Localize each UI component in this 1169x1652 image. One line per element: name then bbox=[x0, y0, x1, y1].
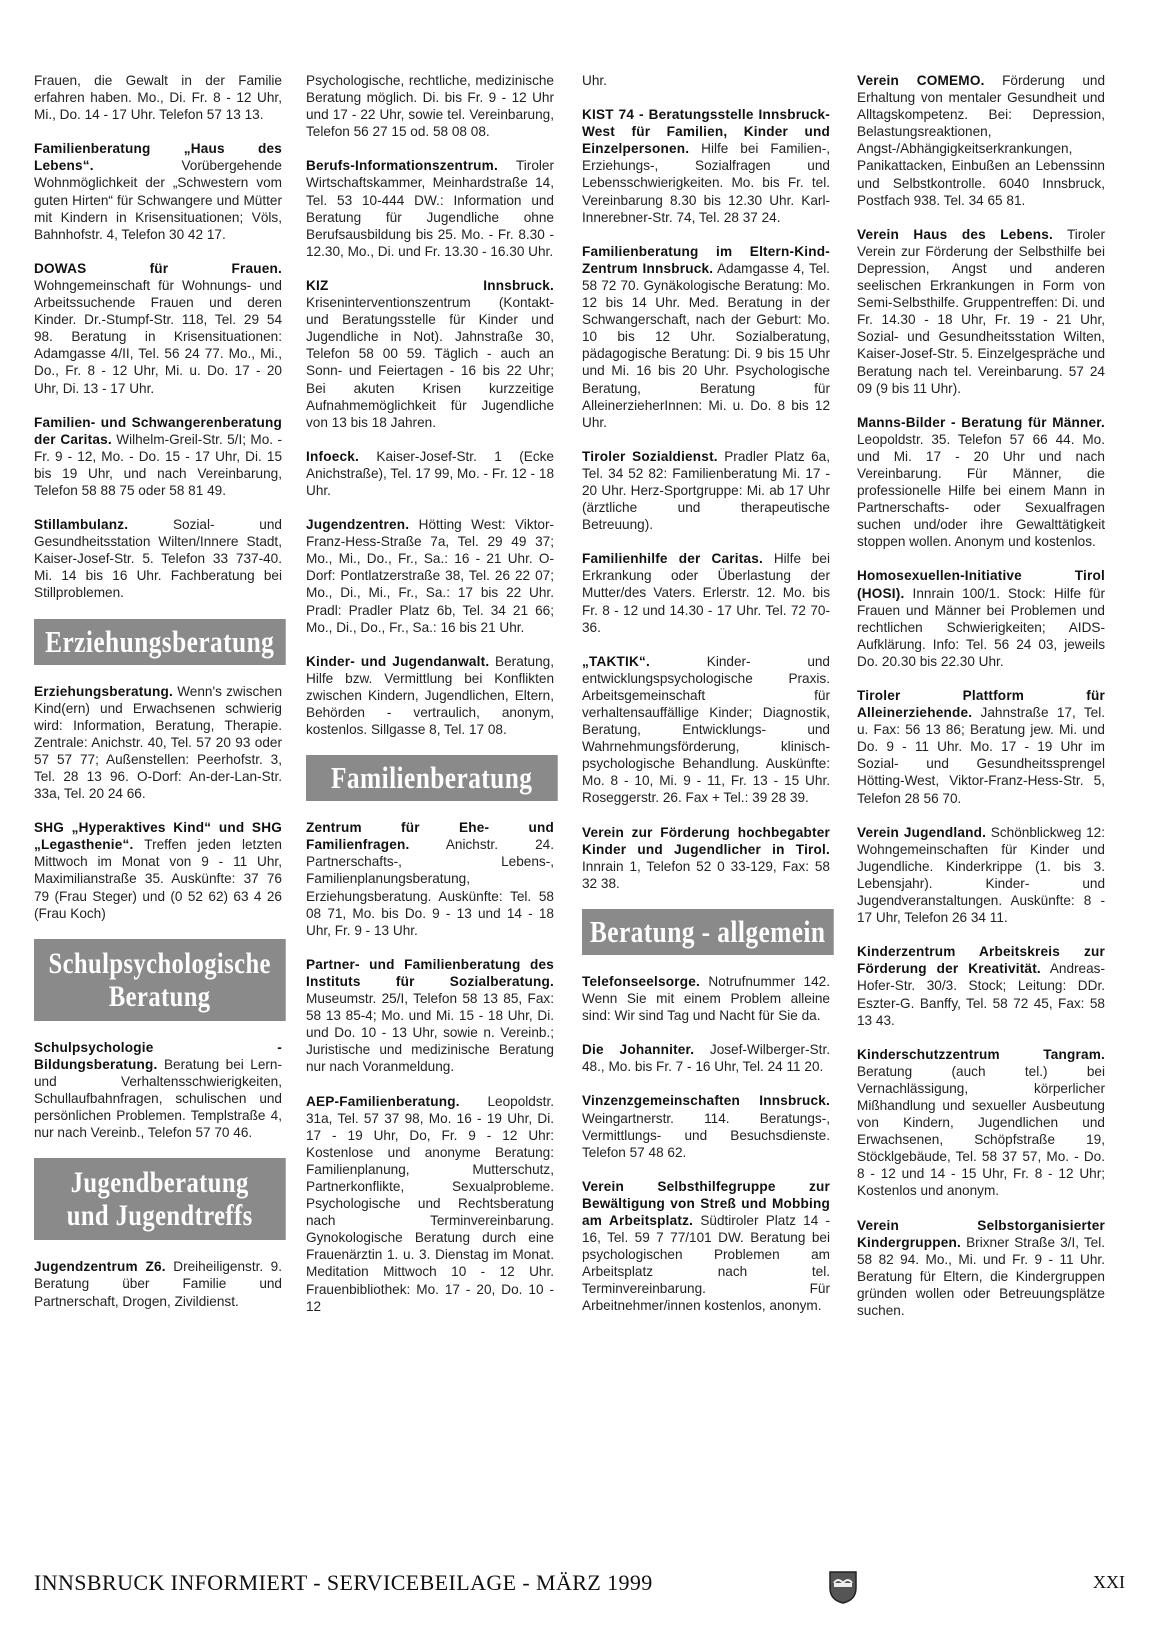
entry-title: Partner- und Familienberatung des Instituts für Sozialberatung. bbox=[306, 956, 554, 989]
entry-text: Südtiroler Platz 14 - 16, Tel. 59 7 77/101 DW. Beratung bei psychologischen Problemen am Arbeitsplatz nach tel. Terminvereinbarung. Für Arbeitnehmer/innen kostenlos, anonym. bbox=[582, 1212, 830, 1314]
section-banner bbox=[34, 939, 285, 1021]
directory-entry bbox=[582, 106, 830, 226]
directory-entry bbox=[34, 414, 282, 499]
section-banner bbox=[582, 909, 833, 955]
directory-entry bbox=[306, 516, 554, 636]
entry-text: Pradler Platz 6a, Tel. 34 52 82: Familienberatung Mi. 17 - 20 Uhr. Herz-Sportgruppe: Mi. ab 17 Uhr (ärztliche und therapeutische Betreuung). bbox=[582, 448, 831, 533]
entry-title: Jugendzentren. bbox=[306, 517, 410, 533]
entry-text: Hilfe bei Erkrankung oder Überlastung der Mutter/des Vaters. Erlerstr. 12. Mo. bis Fr. 8 - 12 und 14.30 - 17 Uhr. Tel. 72 70-36. bbox=[582, 551, 830, 635]
innsbruck-crest-icon bbox=[828, 1570, 858, 1604]
entry-text: Hilfe bei Familien-, Erziehungs-, Sozialfragen und Lebensschwierigkeiten. Mo. bis Fr. tel. Vereinbarung 8.30 bis 12.30 Uhr. Karl-Innerebner-Str. 74, Tel. 28 37 24. bbox=[582, 141, 831, 225]
column-1 bbox=[34, 72, 282, 1327]
directory-entry bbox=[582, 243, 830, 431]
entry-text: Psychologische, rechtliche, medizinische Beratung möglich. Di. bis Fr. 9 - 12 Uhr und 17 - 22 Uhr, sowie tel. Vereinbarung, Telefon 56 27 15 od. 58 08 08. bbox=[306, 73, 554, 140]
directory-entry bbox=[582, 1178, 830, 1315]
directory-entry bbox=[306, 157, 554, 260]
directory-entry bbox=[857, 72, 1105, 209]
entry-text: Tiroler Wirtschaftskammer, Meinhardstraße 14, Tel. 53 10-444 DW.: Information und Beratung für Jugendliche ohne Berufsausbildung bis 25. Mo. - Fr. 8.30 - 12.30, Mo., Di. und Fr. 13.30 - 16.30 Uhr. bbox=[306, 158, 554, 259]
entry-title: Erziehungsberatung. bbox=[34, 683, 173, 699]
entry-title: Zentrum für Ehe- und Familienfragen. bbox=[306, 820, 554, 853]
directory-entry bbox=[582, 1092, 830, 1160]
entry-title: Stillambulanz. bbox=[34, 517, 129, 533]
entry-text: Vorübergehende Wohnmöglichkeit der „Schwestern vom guten Hirten“ für Schwangere und Mütter mit Kindern in Krisensituationen; Völs, Bahnhofstr. 4, Telefon 30 42 17. bbox=[34, 158, 282, 242]
entry-text: Andreas-Hofer-Str. 30/3. Stock; Leitung: DDr. Eszter-G. Banffy, Tel. 58 72 45, Fax: 58 13 43. bbox=[857, 961, 1105, 1028]
directory-entry bbox=[34, 683, 282, 803]
entry-text: Hötting West: Viktor-Franz-Hess-Straße 7a, Tel. 29 49 37; Mo., Mi., Do., Fr., Sa.: 16 - 21 Uhr. O-Dorf: Pontlatzerstraße 38, Tel. 26 22 07; Mo., Di., Mi., Fr., Sa.: 17 bis 22 Uhr. Pradl: Pradler Platz 6b, Tel. 34 21 66; Mo., Di., Do., Fr., Sa.: 16 bis 21 Uhr. bbox=[306, 517, 555, 635]
entry-text: Weingartnerstr. 114. Beratungs-, Vermittlungs- und Besuchsdienste. Telefon 57 48 62. bbox=[582, 1110, 830, 1160]
entry-title: KIZ Innsbruck. bbox=[306, 277, 554, 293]
section-banner-line: Beratung bbox=[108, 979, 211, 1013]
entry-text: Beratung bei Lern- und Verhaltensschwierigkeiten, Schullaufbahnfragen, schulischen und persönlichen Problemen. Templstraße 4, nur nach Vereinb., Telefon 57 70 46. bbox=[34, 1056, 283, 1141]
entry-text: Schönblickweg 12: Wohngemeinschaften für Kinder und Jugendliche. Kinderkrippe (1. bis 3. Lebensjahr). Kinder- und Jugendveranstaltungen. Auskünfte: 8 - 17 Uhr, Telefon 26 34 11. bbox=[857, 824, 1106, 926]
entry-title: Berufs-Informationszentrum. bbox=[306, 158, 498, 174]
entry-text: Beratung, Hilfe bzw. Vermittlung bei Konflikten zwischen Kindern, Jugendlichen, Eltern, Behörden - vertraulich, anonym, kostenlos. Sillgasse 8, Tel. 17 08. bbox=[306, 653, 554, 738]
footer-title: INNSBRUCK INFORMIERT - SERVICEBEILAGE - MÄRZ 1999 bbox=[34, 1570, 653, 1595]
entry-title: KIST 74 - Beratungsstelle Innsbruck-West für Familien, Kinder und Einzelpersonen. bbox=[582, 107, 830, 157]
entry-title: Schulpsychologie - Bildungsberatung. bbox=[34, 1039, 282, 1072]
entry-title: Jugendzentrum Z6. bbox=[34, 1259, 166, 1275]
directory-entry bbox=[582, 973, 830, 1024]
entry-text: Notrufnummer 142. Wenn Sie mit einem Problem alleine sind: Wir sind Tag und Nacht für Sie da. bbox=[582, 973, 830, 1024]
column-3 bbox=[582, 72, 830, 1332]
entry-text: Josef-Wilberger-Str. 48., Mo. bis Fr. 7 - 16 Uhr, Tel. 24 11 20. bbox=[582, 1042, 830, 1075]
entry-text: Museumstr. 25/I, Telefon 58 13 85, Fax: 58 13 85-4; Mo. und Mi. 15 - 18 Uhr, Di. und Do. 10 - 13 Uhr, sowie n. Vereinb.; Juristische und medizinische Beratung nur nach Voranmeldung. bbox=[306, 991, 554, 1075]
directory-entry bbox=[582, 72, 830, 89]
entry-text: Leopoldstr. 35. Telefon 57 66 44. Mo. und Mi. 17 - 20 Uhr und nach Vereinbarung. Für Männer, die professionelle Hilfe bei einem Mann in Partnerschafts- oder Sexualfragen suchen und/oder ihre Gewalttätigkeit stoppen wollen. Anonym und kostenlos. bbox=[857, 431, 1105, 550]
entry-text: Treffen jeden letzten Mittwoch im Monat von 9 - 11 Uhr, Maximilianstraße 35. Auskünfte: 37 76 79 (Frau Steger) und (0 52 62) 63 4 26 (Frau Koch) bbox=[34, 837, 282, 921]
directory-entry bbox=[582, 824, 830, 892]
directory-entry bbox=[582, 448, 830, 533]
entry-text: Beratung (auch tel.) bei Vernachlässigung, körperlicher Mißhandlung und sexueller Ausbeutung von Kindern, Jugendlichen und Erwachsenen, Schöpfstraße 19, Stöcklgebäude, Tel. 58 37 57, Mo. - Do. 8 - 12 und 14 - 15 Uhr, Fr. 8 - 12 Uhr; Kostenlos und anonym. bbox=[857, 1063, 1105, 1199]
entry-text: Adamgasse 4, Tel. 58 72 70. Gynäkologische Beratung: Mo. 12 bis 14 Uhr. Med. Beratung in der Schwangerschaft, nach der Geburt: Mo. 10 bis 12 Uhr. Sozialberatung, pädagogische Beratung: Di. 9 bis 15 Uhr und Mi. 16 bis 20 Uhr. Psychologische Beratung, Beratung für AlleinerzieherInnen: Mi. u. Do. 8 bis 12 Uhr. bbox=[582, 260, 830, 430]
entry-text: Tiroler Verein zur Förderung der Selbsthilfe bei Depression, Angst und anderen seelischen Erkrankungen in Form von Semi-Selbsthilfe. Gruppentreffen: Di. und Fr. 14.30 - 18 Uhr, Fr. 19 - 21 Uhr, Sozial- und Gesundheitsstation Wilten, Kaiser-Josef-Str. 5. Einzelgespräche und Beratung nach tel. Vereinbarung. 57 24 09 (9 bis 11 Uhr). bbox=[857, 226, 1105, 396]
directory-entry bbox=[34, 72, 282, 123]
page-number: XXI bbox=[1093, 1572, 1125, 1592]
entry-title: Homosexuellen-Initiative Tirol (HOSI). bbox=[857, 568, 1105, 601]
directory-entry bbox=[857, 1217, 1105, 1320]
entry-text: Anichstr. 24. Partnerschafts-, Lebens-, Familienplanungsberatung, Erziehungsberatung. Auskünfte: Tel. 58 08 71, Mo. bis Do. 9 - 13 und 14 - 18 Uhr, Fr. 9 - 13 Uhr. bbox=[306, 837, 554, 938]
entry-title: SHG „Hyperaktives Kind“ und SHG „Legasthenie“. bbox=[34, 820, 282, 853]
entry-text: Sozial- und Gesundheitsstation Wilten/Innere Stadt, Kaiser-Josef-Str. 5. Telefon 33 737-40. Mi. 14 bis 16 Uhr. Fachberatung bei Stillproblemen. bbox=[34, 517, 282, 601]
entry-text: Jahnstraße 17, Tel. u. Fax: 56 13 86; Beratung jew. Mi. und Do. 9 - 11 Uhr. Mo. 17 - 19 Uhr im Sozial- und Gesundheitssprengel Hötting-West, Viktor-Franz-Hess-Str. 5, Telefon 28 56 70. bbox=[857, 705, 1105, 806]
column-4 bbox=[857, 72, 1105, 1336]
entry-text: Frauen, die Gewalt in der Familie erfahren haben. Mo., Di. Fr. 8 - 12 Uhr, Mi., Do. 14 - 17 Uhr. Telefon 57 13 13. bbox=[34, 73, 282, 123]
entry-text: Förderung und Erhaltung von mentaler Gesundheit und Alltagskompetenz. Bei: Depression, Belastungsreaktionen, Angst-/Abhängigkeitserkrankungen, Panikattacken, Einbußen an Lebenssinn und Selbstkontrolle. 6040 Innsbruck, Postfach 938. Tel. 34 65 81. bbox=[857, 73, 1105, 208]
entry-title: DOWAS für Frauen. bbox=[34, 260, 282, 276]
column-2 bbox=[306, 72, 554, 1332]
directory-entry bbox=[34, 819, 282, 922]
entry-text: Leopoldstr. 31a, Tel. 57 37 98, Mo. 16 - 19 Uhr, Di. 17 - 19 Uhr, Do, Fr. 9 - 12 Uhr: Kostenlose und anonyme Beratung: Familienplanung, Mutterschutz, Partnerkonflikte, Sexualprobleme. Psychologische und Rechtsberatung nach Terminvereinbarung. Gynokologische Beratung durch eine Frauenärztin 1. u. 3. Dienstag im Monat. Meditation Mittwoch 10 - 12 Uhr. Frauenbibliothek: Mo. 17 - 20, Do. 10 - 12 bbox=[306, 1093, 554, 1314]
entry-title: Familienberatung „Haus des Lebens“. bbox=[34, 141, 282, 174]
section-banner-line: Familienberatung bbox=[330, 760, 533, 796]
entry-title: Tiroler Sozialdienst. bbox=[582, 448, 718, 464]
page-footer bbox=[34, 1570, 1135, 1600]
entry-title: Verein zur Förderung hochbegabter Kinder und Jugendlicher in Tirol. bbox=[582, 824, 830, 857]
section-banner bbox=[34, 1158, 285, 1240]
directory-entry bbox=[306, 1093, 554, 1315]
entry-title: Kinder- und Jugendanwalt. bbox=[306, 653, 490, 669]
entry-text: Wohngemeinschaft für Wohnungs- und Arbeitssuchende Frauen und deren Kinder. Dr.-Stumpf-Str. 118, Tel. 29 54 98. Beratung in Krisensituationen: Adamgasse 4/II, Tel. 56 24 77. Mo., Mi., Do., Fr. 8 - 12 Uhr, Mi. u. Do. 17 - 20 Uhr, Di. 13 - 17 Uhr. bbox=[34, 277, 282, 396]
entry-title: Verein Selbstorganisierter Kindergruppen. bbox=[857, 1217, 1105, 1250]
entry-title: Vinzenzgemeinschaften Innsbruck. bbox=[582, 1093, 830, 1109]
section-banner-line: Jugendberatung bbox=[70, 1166, 249, 1200]
directory-entry bbox=[857, 824, 1105, 927]
directory-entry bbox=[34, 516, 282, 601]
entry-text: Dreiheiligenstr. 9. Beratung über Familie und Partnerschaft, Drogen, Zivildienst. bbox=[34, 1259, 282, 1309]
entry-title: Familienberatung im Eltern-Kind-Zentrum Innsbruck. bbox=[582, 243, 830, 276]
entry-title: Verein COMEMO. bbox=[857, 73, 985, 88]
section-banner-line: und Jugendtreffs bbox=[66, 1199, 253, 1233]
entry-title: Verein Selbsthilfegruppe zur Bewältigung von Streß und Mobbing am Arbeitsplatz. bbox=[582, 1178, 830, 1228]
directory-entry bbox=[857, 414, 1105, 551]
directory-entry bbox=[582, 550, 830, 635]
entry-title: Familienhilfe der Caritas. bbox=[582, 551, 763, 567]
entry-text: Wenn's zwischen Kind(ern) und Erwachsenen schwierig wird: Information, Beratung, Therapie. Zentrale: Anichstr. 40, Tel. 57 20 93 oder 57 57 77; Außenstellen: Peerhofstr. 3, Tel. 28 13 96. O-Dorf: An-der-Lan-Str. 33a, Tel. 20 24 66. bbox=[34, 683, 282, 802]
directory-entry bbox=[582, 1041, 830, 1075]
section-banner-line: Schulpsychologische bbox=[48, 946, 271, 980]
directory-entry bbox=[306, 819, 554, 939]
section-banner-line: Beratung - allgemein bbox=[589, 913, 826, 949]
directory-entry bbox=[582, 653, 830, 807]
entry-title: Kinderzentrum Arbeitskreis zur Förderung der Kreativität. bbox=[857, 944, 1105, 977]
directory-entry bbox=[857, 943, 1105, 1028]
section-banner-line: Erziehungsberatung bbox=[45, 623, 275, 659]
entry-title: Manns-Bilder - Beratung für Männer. bbox=[857, 414, 1105, 430]
directory-entry bbox=[857, 687, 1105, 807]
entry-text: Brixner Straße 3/I, Tel. 58 82 94. Mo., Mi. und Fr. 9 - 11 Uhr. Beratung für Eltern, die Kindergruppen gründen wollen oder Betreuungsplätze suchen. bbox=[857, 1234, 1106, 1318]
entry-title: Kinderschutzzentrum Tangram. bbox=[857, 1046, 1105, 1062]
directory-entry bbox=[34, 1258, 282, 1309]
entry-text: Wilhelm-Greil-Str. 5/I; Mo. - Fr. 9 - 12, Mo. - Do. 15 - 17 Uhr, Di. 15 bis 19 Uhr, und nach Vereinbarung, Telefon 58 88 75 oder 58 81 49. bbox=[34, 431, 282, 498]
directory-entry bbox=[306, 448, 554, 499]
directory-entry bbox=[306, 72, 554, 140]
directory-entry bbox=[857, 226, 1105, 397]
entry-text: Kinder- und entwicklungspsychologische Praxis. Arbeitsgemeinschaft für verhaltensauffällige Kinder; Diagnostik, Beratung, Entwicklungs- und Wahrnehmungsförderung, klinisch-psychologische Behandlung. Auskünfte: Mo. 8 - 10, Mi. 9 - 11, Fr. 13 - 15 Uhr. Roseggerstr. 26. Fax + Tel.: 39 28 39. bbox=[582, 653, 830, 806]
entry-title: Tiroler Plattform für Alleinerziehende. bbox=[857, 688, 1105, 721]
entry-title: Verein Jugendland. bbox=[857, 824, 987, 840]
entry-text: Innrain 1, Telefon 52 0 33-129, Fax: 58 32 38. bbox=[582, 858, 830, 891]
entry-text: Uhr. bbox=[582, 73, 607, 88]
directory-entry bbox=[306, 653, 554, 738]
entry-text: Kriseninterventionszentrum (Kontakt- und Beratungsstelle für Kinder und Jugendliche in Not). Jahnstraße 30, Telefon 58 00 59. Täglich - auch an Sonn- und Feiertagen - 16 bis 22 Uhr; Bei akuten Krisen kurzzeitige Aufnahmemöglichkeit für Jugendliche von 13 bis 18 Jahren. bbox=[306, 295, 554, 430]
directory-entry bbox=[34, 260, 282, 397]
entry-title: Infoeck. bbox=[306, 448, 359, 464]
directory-entry bbox=[34, 140, 282, 243]
section-banner bbox=[306, 755, 557, 801]
directory-entry bbox=[306, 956, 554, 1076]
entry-title: Familien- und Schwangerenberatung der Caritas. bbox=[34, 414, 282, 447]
entry-text: Innrain 100/1. Stock: Hilfe für Frauen und Männer bei Problemen und rechtlichen Schwierigkeiten; AIDS-Aufklärung. Info: Tel. 56 24 03, jeweils Do. 20.30 bis 22.30 Uhr. bbox=[857, 585, 1105, 669]
section-banner bbox=[34, 619, 285, 665]
entry-title: Telefonseelsorge. bbox=[582, 973, 700, 989]
directory-entry bbox=[34, 1039, 282, 1142]
entry-text: Kaiser-Josef-Str. 1 (Ecke Anichstraße), Tel. 17 99, Mo. - Fr. 12 - 18 Uhr. bbox=[306, 448, 554, 498]
directory-entry bbox=[306, 277, 554, 431]
entry-title: „TAKTIK“. bbox=[582, 653, 650, 669]
directory-entry bbox=[857, 567, 1105, 670]
directory-entry bbox=[857, 1046, 1105, 1200]
entry-title: AEP-Familienberatung. bbox=[306, 1093, 460, 1109]
entry-title: Verein Haus des Lebens. bbox=[857, 226, 1054, 242]
entry-title: Die Johanniter. bbox=[582, 1042, 695, 1058]
